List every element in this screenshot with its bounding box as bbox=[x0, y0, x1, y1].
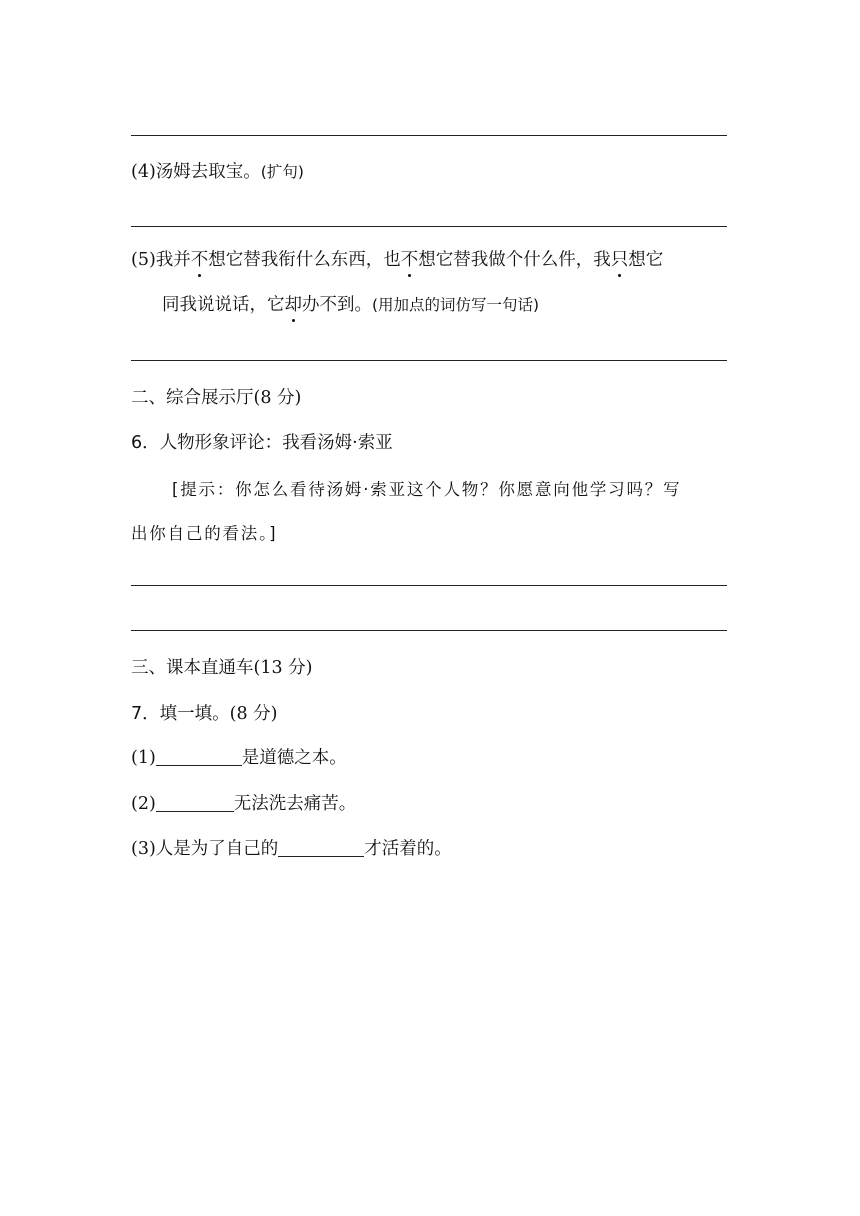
dotted-char: 不 bbox=[400, 250, 419, 270]
text-segment: 它替我衔什么东西，也 bbox=[225, 250, 401, 270]
section-3-title: 三、课本直通车(13 分) bbox=[131, 658, 313, 678]
answer-line bbox=[131, 630, 727, 631]
question-4-text: (4)汤姆去取宝。 bbox=[131, 162, 261, 182]
dotted-char: 只 bbox=[610, 250, 629, 270]
text-segment: 同我说说话，它 bbox=[162, 295, 285, 315]
fill-item-2 bbox=[131, 792, 356, 816]
fill-item-1 bbox=[131, 746, 347, 770]
question-6-hint-line-2: 出你自己的看法。] bbox=[131, 524, 278, 543]
question-7-text: ．填一填。(8 分) bbox=[142, 704, 278, 724]
blank-field[interactable] bbox=[156, 793, 234, 812]
text-segment: 办不到。 bbox=[302, 295, 372, 315]
question-6-hint-line-1: [提示：你怎么看待汤姆·索亚这个人物？你愿意向他学习吗？写 bbox=[172, 480, 682, 499]
answer-line bbox=[131, 585, 727, 586]
text-segment: 它 bbox=[645, 250, 664, 270]
question-5-line-1 bbox=[131, 248, 663, 272]
item-text: 无法洗去痛苦。 bbox=[233, 794, 357, 814]
fill-item-3 bbox=[131, 837, 452, 861]
answer-line bbox=[131, 360, 727, 361]
question-6-title bbox=[131, 431, 393, 455]
section-2-title: 二、综合展示厅(8 分) bbox=[131, 388, 302, 408]
item-number: (2) bbox=[131, 794, 156, 814]
item-text: (3)人是为了自己的 bbox=[131, 839, 279, 859]
question-5-note: (用加点的词仿写一句话) bbox=[372, 296, 540, 314]
blank-field[interactable] bbox=[278, 838, 364, 857]
item-text: 是道德之本。 bbox=[241, 748, 347, 768]
text-segment: 想 bbox=[418, 250, 436, 270]
question-number: 6 bbox=[131, 433, 143, 453]
answer-line bbox=[131, 135, 727, 136]
question-4-note: (扩句) bbox=[260, 163, 304, 181]
text-segment: 它替我做个什么件，我 bbox=[435, 250, 611, 270]
answer-line bbox=[131, 226, 727, 227]
question-5-line-2 bbox=[162, 293, 539, 317]
question-4 bbox=[131, 160, 304, 184]
question-6-text: ．人物形象评论：我看汤姆·索亚 bbox=[142, 433, 393, 453]
text-segment: (5)我并 bbox=[131, 250, 191, 270]
text-segment: 想 bbox=[208, 250, 226, 270]
dotted-char: 不 bbox=[190, 250, 209, 270]
question-7-title bbox=[131, 702, 278, 726]
item-number: (1) bbox=[131, 748, 156, 768]
question-number: 7 bbox=[131, 704, 143, 724]
item-text: 才活着的。 bbox=[364, 839, 452, 859]
blank-field[interactable] bbox=[156, 747, 242, 766]
text-segment: 想 bbox=[628, 250, 646, 270]
dotted-char: 却 bbox=[284, 295, 302, 315]
